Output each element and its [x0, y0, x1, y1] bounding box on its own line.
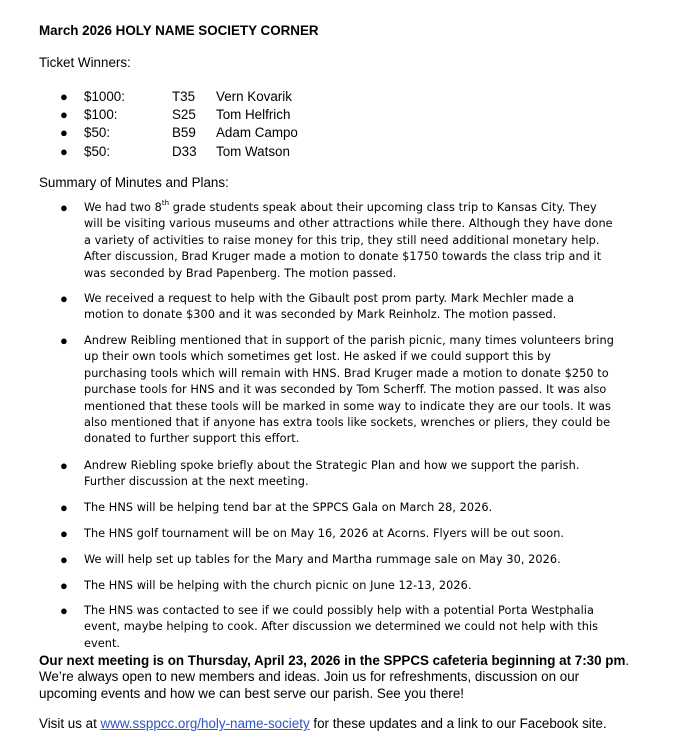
minute-text: We received a request to help with the Gibault post prom party. Mark Mechler made a motion to donate $300 and it was seconded by Mark Reinholz. The motion passed. — [84, 292, 575, 322]
bullet-icon: ● — [60, 291, 68, 306]
ticket-winner-row — [0, 144, 673, 162]
bullet-icon: ● — [60, 89, 68, 104]
bullet-icon: ● — [60, 526, 68, 541]
minute-text-part: grade students speak about their upcoming class trip to Kansas City. They will be visiting various museums and other attractions while there. Although they have done a variety of activities to raise money for this trip, they still need additional monetary help. After discussion, Brad Kruger made a motion to donate $1750 towards the class trip and it was seconded by Brad Papenberg. The motion passed. — [84, 201, 613, 280]
ticket-prize: $50: — [84, 125, 111, 140]
minute-text: Andrew Reibling mentioned that in support of the parish picnic, many times volunteers bring up their own tools which sometimes get lost. He asked if we could support this by purchasing tools which will remain with HNS. Brad Kruger made a motion to donate $250 to purchase tools for HNS and it was seconded by Tom Scherff. The motion passed. It was also mentioned that these tools will be marked in some way to indicate they are our tools. It was also mentioned that if anyone has extra tools like sockets, wrenches or pliers, they could be donated to further support this effort. — [84, 334, 614, 446]
ticket-winner-name: Vern Kovarik — [216, 89, 292, 104]
ticket-winner-name: Tom Helfrich — [216, 107, 291, 122]
minute-text: We will help set up tables for the Mary and Martha rummage sale on May 30, 2026. — [84, 553, 561, 566]
bullet-icon: ● — [60, 500, 68, 515]
ticket-prize: $1000: — [84, 89, 125, 104]
ticket-winner-row — [0, 125, 673, 143]
ticket-prize: $50: — [84, 144, 111, 159]
page-title: March 2026 HOLY NAME SOCIETY CORNER — [39, 23, 319, 38]
minute-text: The HNS will be helping with the church picnic on June 12-13, 2026. — [84, 579, 472, 592]
ticket-code: T35 — [172, 89, 196, 104]
bullet-icon: ● — [60, 578, 68, 593]
minute-text: The HNS was contacted to see if we could possibly help with a potential Porta Westphalia event, maybe helping to cook. After discussion we determined we could not help with this event. — [84, 604, 599, 650]
bullet-icon: ● — [60, 125, 68, 140]
bullet-icon: ● — [60, 200, 68, 215]
ticket-winners-label: Ticket Winners: — [39, 55, 131, 70]
ticket-prize: $100: — [84, 107, 118, 122]
ticket-winner-row — [0, 89, 673, 107]
minute-text: The HNS will be helping tend bar at the SPPCS Gala on March 28, 2026. — [84, 501, 493, 514]
bullet-icon: ● — [60, 552, 68, 567]
ticket-winner-name: Adam Campo — [216, 125, 298, 140]
summary-label: Summary of Minutes and Plans: — [39, 175, 229, 190]
bullet-icon: ● — [60, 603, 68, 618]
bullet-icon: ● — [60, 458, 68, 473]
next-meeting-paragraph — [39, 653, 639, 702]
ticket-winner-name: Tom Watson — [216, 144, 290, 159]
minute-text: The HNS golf tournament will be on May 16, 2026 at Acorns. Flyers will be out soon. — [84, 527, 565, 540]
minute-text-part: We had two 8 — [84, 201, 162, 214]
next-meeting-bold: Our next meeting is on Thursday, April 23, 2026 in the SPPCS cafeteria beginning at 7:30 pm — [39, 653, 626, 668]
minute-text: Andrew Riebling spoke briefly about the Strategic Plan and how we support the parish. Further discussion at the next meeting. — [84, 459, 580, 489]
ordinal-suffix: th — [161, 199, 170, 208]
visit-after: for these updates and a link to our Facebook site. — [309, 716, 607, 731]
bullet-icon: ● — [60, 144, 68, 159]
ticket-code: D33 — [172, 144, 197, 159]
ticket-code: B59 — [172, 125, 196, 140]
minute-text — [84, 200, 616, 282]
next-meeting-rest: . We’re always open to new members and ideas. Join us for refreshments, discussion on our upcoming events and how we can best serve our parish. See you there! — [39, 653, 630, 701]
website-link[interactable]: www.ssppcc.org/holy-name-society — [100, 716, 310, 731]
visit-before: Visit us at — [39, 716, 101, 731]
ticket-winner-row — [0, 107, 673, 125]
ticket-code: S25 — [172, 107, 196, 122]
bullet-icon: ● — [60, 107, 68, 122]
visit-line — [39, 716, 659, 731]
bullet-icon: ● — [60, 333, 68, 348]
